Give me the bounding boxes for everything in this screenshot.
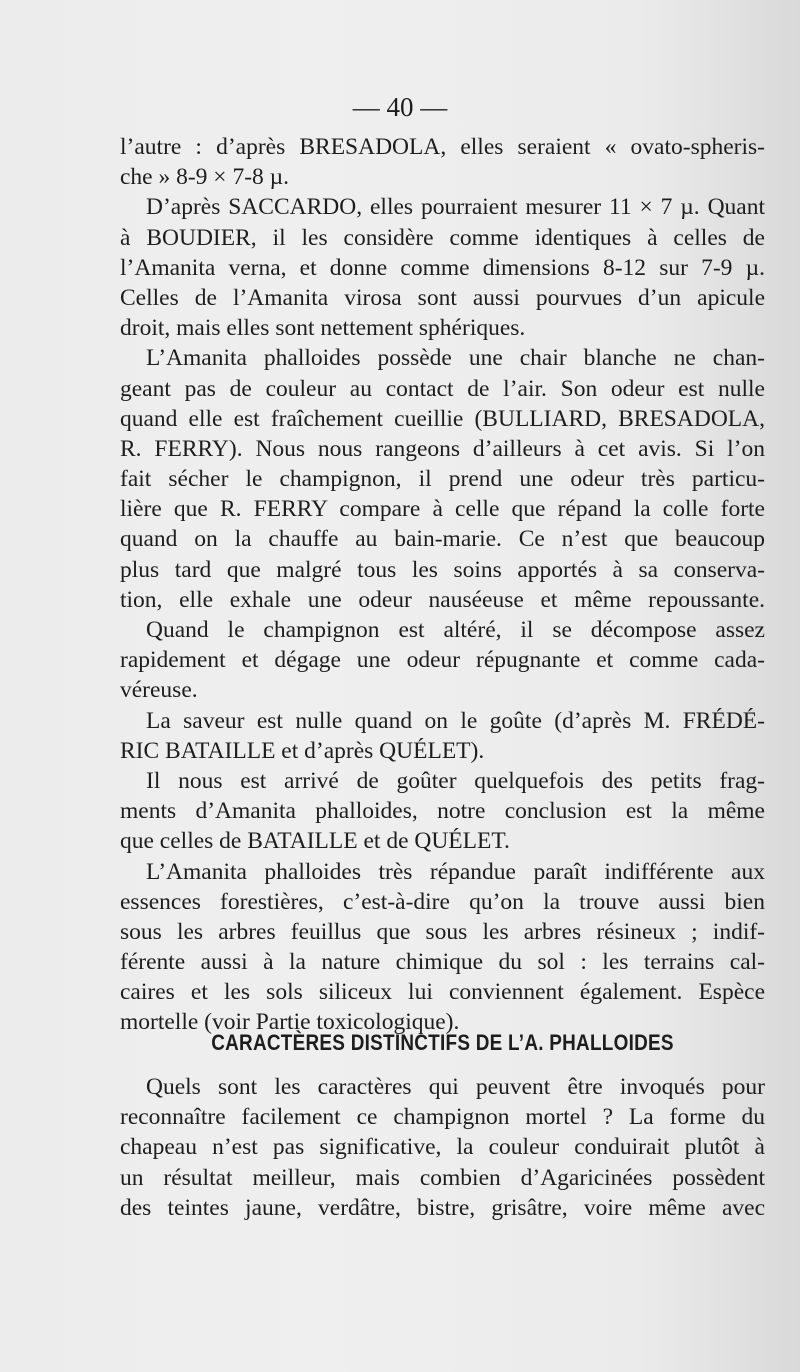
text-line: ments d’Amanita phalloides, notre conclusion est la même xyxy=(120,798,765,825)
page-number: — 40 — xyxy=(352,92,448,122)
text-line: mortelle (voir Partie toxicologique). xyxy=(120,1009,460,1036)
text-line: La saveur est nulle quand on le goûte (d’après M. FRÉDÉ- xyxy=(146,707,765,734)
text-line: D’après SACCARDO, elles pourraient mesurer 11 × 7 µ. Quant xyxy=(146,194,765,221)
text-line: férente aussi à la nature chimique du sol : les terrains cal- xyxy=(120,949,765,976)
text-line: tion, elle exhale une odeur nauséeuse et même repoussante. xyxy=(120,586,765,613)
text-line: droit, mais elles sont nettement sphériques. xyxy=(120,315,526,342)
text-line: l’autre : d’après BRESADOLA, elles seraient « ovato-spheris- xyxy=(120,134,765,160)
text-line: Quand le champignon est altéré, il se décompose assez xyxy=(146,617,765,643)
text-line: fait sécher le champignon, il prend une odeur très particu- xyxy=(120,466,765,493)
text-line: caires et les sols siliceux lui conviennent également. Espèce xyxy=(120,979,765,1006)
text-line: RIC BATAILLE et d’après QUÉLET). xyxy=(120,737,485,764)
text-line: à BOUDIER, il les considère comme identiques à celles de xyxy=(120,224,765,251)
text-line: quand elle est fraîchement cueillie (BULLIARD, BRESADOLA, xyxy=(120,405,765,432)
text-line: Celles de l’Amanita virosa sont aussi pourvues d’un apicule xyxy=(120,284,765,311)
text-line: des teintes jaune, verdâtre, bistre, grisâtre, voire même avec xyxy=(120,1194,765,1221)
text-line: R. FERRY). Nous nous rangeons d’ailleurs à cet avis. Si l’on xyxy=(120,435,765,462)
text-line: reconnaître facilement ce champignon mortel ? La forme du xyxy=(120,1104,765,1131)
text-line: che » 8-9 × 7-8 µ. xyxy=(120,164,290,191)
text-line: sous les arbres feuillus que sous les arbres résineux ; indif- xyxy=(120,918,765,945)
text-line: quand on la chauffe au bain-marie. Ce n’est que beaucoup xyxy=(120,526,765,553)
section-text xyxy=(120,1072,765,1223)
text-line: l’Amanita verna, et donne comme dimensions 8-12 sur 7-9 µ. xyxy=(120,254,765,281)
section-heading: CARACTÈRES DISTINCTIFS DE L’A. PHALLOIDES xyxy=(211,1030,674,1055)
text-line: Il nous est arrivé de goûter quelquefois des petits frag- xyxy=(146,767,765,794)
text-line: L’Amanita phalloides très répandue paraît indifférente aux xyxy=(146,858,765,885)
text-line: que celles de BATAILLE et de QUÉLET. xyxy=(120,828,510,855)
body-text xyxy=(120,132,765,1038)
text-line: lière que R. FERRY compare à celle que répand la colle forte xyxy=(120,496,765,523)
text-line: Quels sont les caractères qui peuvent être invoqués pour xyxy=(146,1074,765,1100)
text-line: rapidement et dégage une odeur répugnante et comme cada- xyxy=(120,647,765,674)
text-line: un résultat meilleur, mais combien d’Agaricinées possèdent xyxy=(120,1164,765,1191)
text-line: plus tard que malgré tous les soins apportés à sa conserva- xyxy=(120,556,765,583)
text-line: véreuse. xyxy=(120,677,198,704)
text-line: essences forestières, c’est-à-dire qu’on la trouve aussi bien xyxy=(120,888,765,915)
text-line: geant pas de couleur au contact de l’air. Son odeur est nulle xyxy=(120,375,765,402)
text-line: chapeau n’est pas significative, la couleur conduirait plutôt à xyxy=(120,1134,765,1161)
text-line: L’Amanita phalloides possède une chair blanche ne chan- xyxy=(146,345,765,372)
